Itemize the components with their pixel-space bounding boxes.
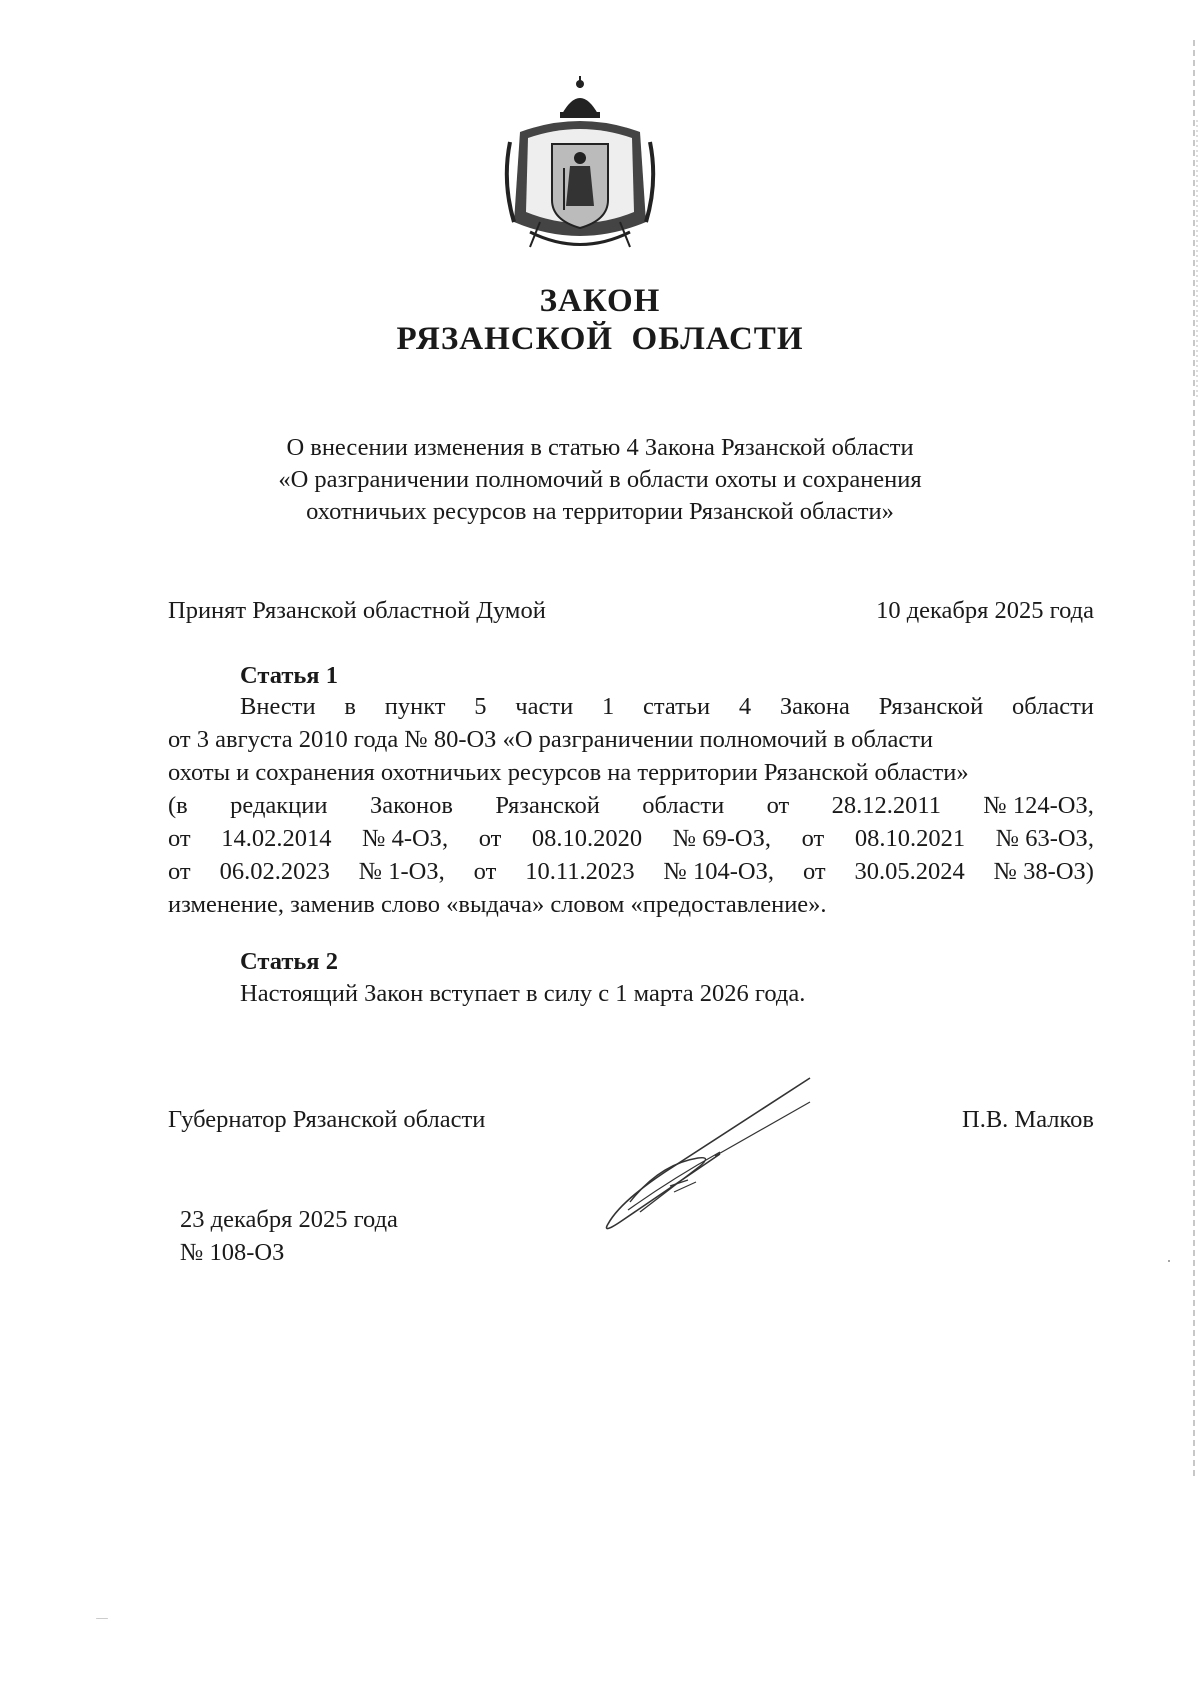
article-2-heading: Статья 2 (240, 948, 338, 975)
signing-date: 23 декабря 2025 года (180, 1206, 398, 1233)
word: охоты и сохранения охотничьих ресурсов на территории Рязанской области» (168, 759, 969, 786)
word: изменение, заменив слово «выдача» словом «предоставление». (168, 891, 827, 918)
word: 14.02.2014 (221, 825, 332, 852)
word: № 124-ОЗ, (983, 792, 1094, 819)
word: области (642, 792, 725, 819)
word: (в (168, 792, 188, 819)
word: Законов (369, 792, 453, 819)
word: статьи (642, 693, 711, 720)
subject-line: «О разграничении полномочий в области охоты и сохранения (278, 466, 922, 493)
word: № 63-ОЗ, (995, 825, 1094, 852)
word: № 1-ОЗ, (358, 858, 445, 885)
adoption-date: 10 декабря 2025 года (876, 597, 1094, 624)
speck (96, 1618, 108, 1619)
article-1-line (168, 723, 1094, 756)
subject-line: охотничьих ресурсов на территории Рязанской области» (306, 498, 894, 525)
word: Закона (779, 693, 850, 720)
region-title: РЯЗАНСКОЙ ОБЛАСТИ (396, 321, 804, 357)
word: от 3 августа 2010 года № 80-ОЗ «О разграничении полномочий в области (168, 726, 934, 753)
word: 08.10.2020 (531, 825, 643, 852)
word: № 69-ОЗ, (672, 825, 772, 852)
word: от (168, 858, 191, 885)
article-2-text: Настоящий Закон вступает в силу с 1 марта 2026 года. (240, 980, 806, 1007)
word: области (1011, 693, 1094, 720)
word: № 104-ОЗ, (663, 858, 775, 885)
article-1-heading: Статья 1 (240, 662, 338, 689)
word: от (478, 825, 502, 852)
law-subject (0, 432, 1200, 528)
word: в (344, 693, 356, 720)
article-1-line (168, 888, 1094, 921)
word: 5 (474, 693, 487, 720)
handwritten-signature (600, 1072, 890, 1232)
article-1-line (168, 822, 1094, 855)
document-type-title: ЗАКОН (539, 283, 661, 319)
article-1-line (168, 756, 1094, 789)
word: Рязанской (878, 693, 984, 720)
speck (1168, 1260, 1170, 1262)
word: Рязанской (495, 792, 600, 819)
article-1-line (168, 789, 1094, 822)
article-1-text (168, 690, 1094, 921)
word: 10.11.2023 (525, 858, 635, 885)
word: № 4-ОЗ, (362, 825, 449, 852)
signatory-name: П.В. Малков (962, 1106, 1094, 1133)
subject-line: О внесении изменения в статью 4 Закона Рязанской области (286, 434, 914, 461)
adoption-label: Принят Рязанской областной Думой (168, 597, 546, 624)
word: 4 (738, 693, 752, 720)
word: 30.05.2024 (854, 858, 965, 885)
word: от (802, 858, 826, 885)
law-number: № 108-ОЗ (180, 1239, 285, 1266)
word: от (473, 858, 497, 885)
word: части (515, 693, 574, 720)
word: пункт (384, 693, 446, 720)
article-1-line (168, 855, 1094, 888)
signing-info (180, 1203, 398, 1269)
word: от (766, 792, 790, 819)
word: № 38-ОЗ) (993, 858, 1094, 885)
coat-of-arms-icon (500, 72, 660, 262)
word: Внести (240, 693, 316, 720)
word: от (801, 825, 825, 852)
word: 1 (601, 693, 615, 720)
scan-edge-marks (1186, 0, 1200, 1695)
word: 06.02.2023 (219, 858, 330, 885)
word: 08.10.2021 (854, 825, 966, 852)
word: редакции (230, 792, 328, 819)
article-1-line (168, 690, 1094, 723)
word: от (168, 825, 191, 852)
signatory-position: Губернатор Рязанской области (168, 1106, 486, 1133)
word: 28.12.2011 (831, 792, 941, 819)
